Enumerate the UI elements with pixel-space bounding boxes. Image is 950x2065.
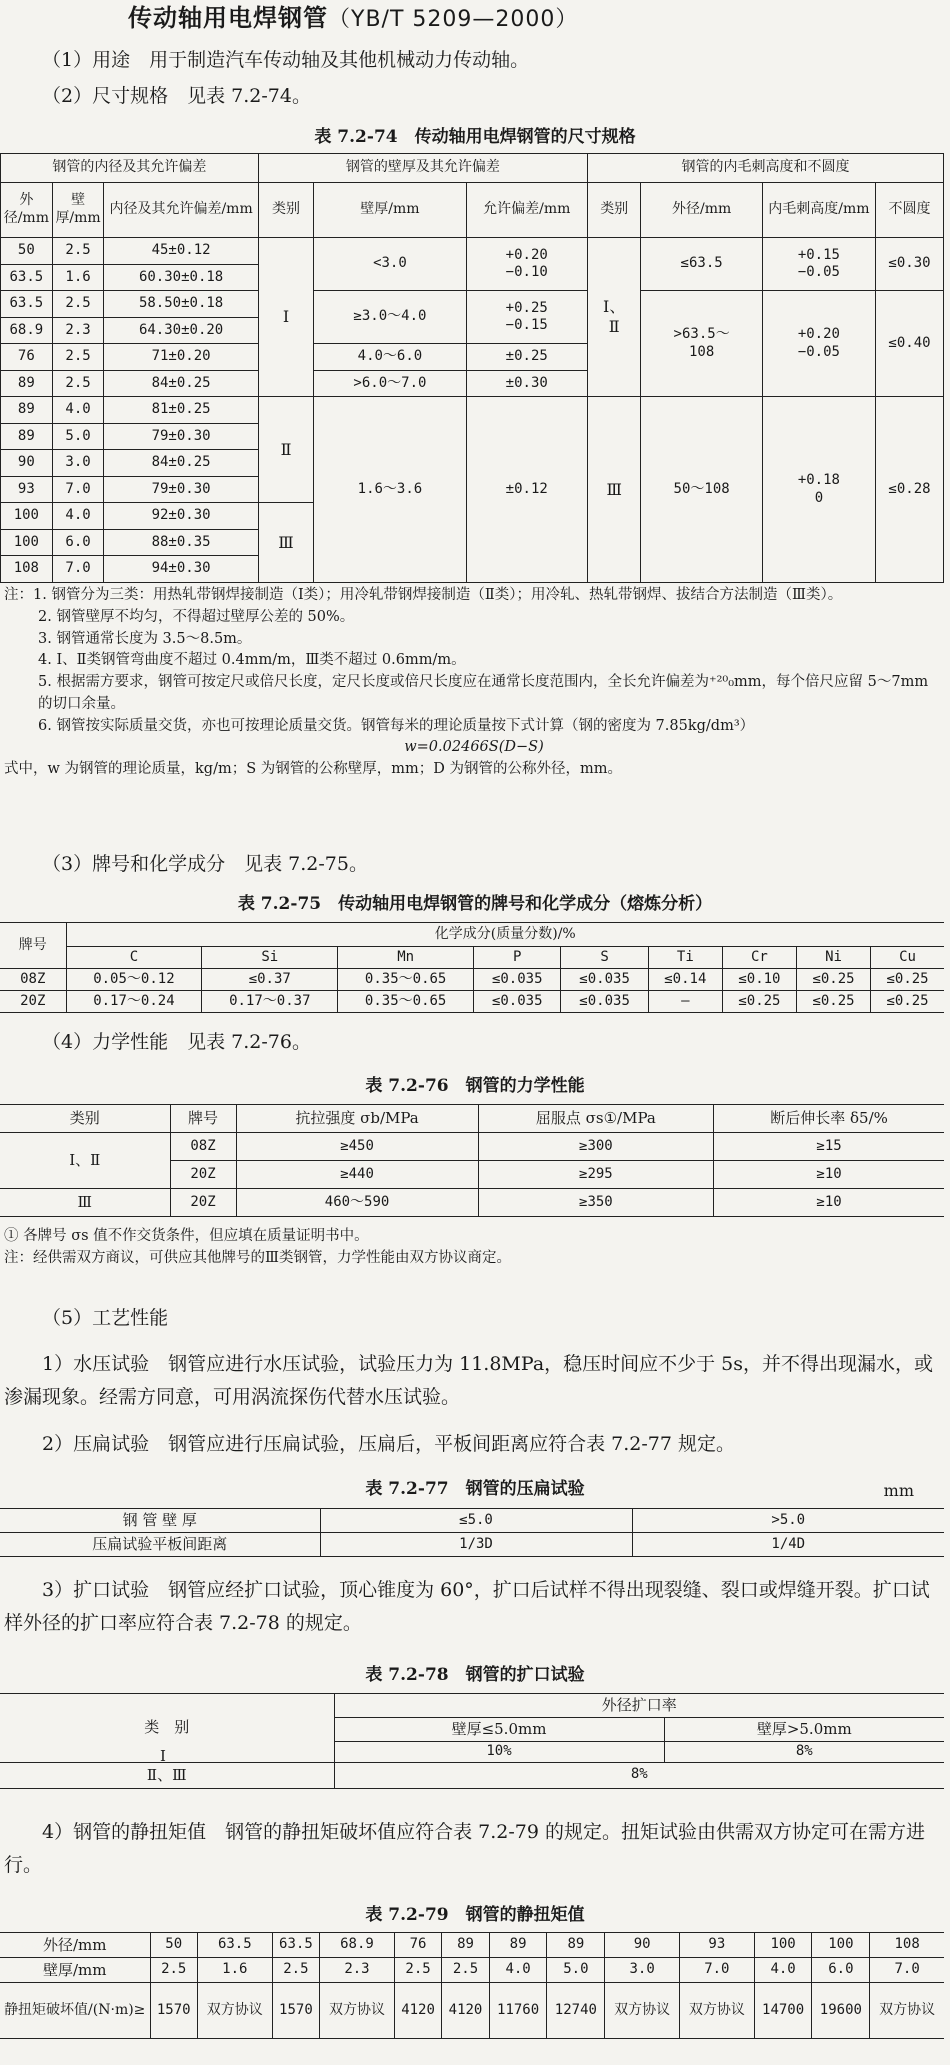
table-79-caption: 表 7.2-79 钢管的静扭矩值: [365, 1905, 585, 1925]
t79-od-6: 89: [489, 1933, 547, 1958]
t75-r1-c3: 0.35～0.65: [338, 991, 474, 1013]
note-74-4: 4. Ⅰ、Ⅱ类钢管弯曲度不超过 0.4mm/m，Ⅲ类不超过 0.6mm/m。: [38, 652, 466, 669]
t78-h-b: 壁厚>5.0mm: [664, 1718, 944, 1742]
t74-wt-10: 4.0: [52, 503, 104, 530]
t74-h-od2: 外径/mm: [641, 182, 762, 237]
t76-r2-grade: 20Z: [170, 1161, 236, 1189]
t74-od-1: 63.5: [1, 264, 53, 291]
t75-r0-c4: ≤0.035: [474, 969, 561, 991]
t79-od-2: 63.5: [272, 1933, 319, 1958]
t74-id-10: 92±0.30: [104, 503, 258, 530]
note-74-1: 注：1. 钢管分为三类：用热轧带钢焊接制造（Ⅰ类）；用冷轧带钢焊接制造（Ⅱ类）；用冷轧、热轧带钢焊、拔结合方法制造（Ⅲ类）。: [4, 587, 843, 603]
t75-r0-c0: 08Z: [0, 969, 66, 991]
t74-id-11: 88±0.35: [104, 529, 258, 556]
t74-group3: 钢管的内毛刺高度和不圆度: [587, 154, 943, 183]
t74-id-6: 81±0.25: [104, 397, 258, 424]
formula-explanation: 式中，w 为钢管的理论质量，kg/m；S 为钢管的公称壁厚，mm；D 为钢管的公称外径，mm。: [4, 761, 622, 777]
para-mechanical: （4）力学性能 见表 7.2-76。: [42, 1031, 311, 1053]
t79-od-10: 100: [754, 1933, 812, 1958]
t79-wt-10: 4.0: [754, 1958, 812, 1983]
t76-cat3: Ⅲ: [0, 1189, 170, 1217]
t78-h-cat: 类 别: [0, 1694, 334, 1763]
t74-od-2: 63.5: [1, 291, 53, 318]
t79-wt-0: 2.5: [150, 1958, 197, 1983]
t79-wt-5: 2.5: [442, 1958, 489, 1983]
t76-r3-grade: 20Z: [170, 1189, 236, 1217]
t77-dist-a: 1/3D: [320, 1533, 632, 1557]
t74-wt-8: 3.0: [52, 450, 104, 477]
table-74-notes: [4, 585, 944, 781]
t79-od-11: 100: [812, 1933, 870, 1958]
t79-wt-2: 2.5: [272, 1958, 319, 1983]
t76-h-0: 类别: [0, 1105, 170, 1133]
t76-cat12: Ⅰ、Ⅱ: [0, 1133, 170, 1189]
t79-tq-6: 11760: [489, 1983, 547, 2039]
t74-id-0: 45±0.12: [104, 238, 258, 265]
t74-id-2: 58.50±0.18: [104, 291, 258, 318]
t79-tq-2: 1570: [272, 1983, 319, 2039]
note-74-5: 5. 根据需方要求，钢管可按定尺或倍尺长度，定尺长度或倍尺长度应在通常长度范围内，全长允许偏差为⁺²⁰₀mm，每个倍尺应留 5～7mm 的切口余量。: [38, 674, 929, 712]
t75-r1-c8: ≤0.25: [796, 991, 870, 1013]
note-76-1: ① 各牌号 σs 值不作交货条件，但应填在质量证明书中。: [4, 1228, 369, 1244]
t74-wt-a: <3.0: [314, 238, 466, 291]
t79-label-wt: 壁厚/mm: [0, 1958, 150, 1983]
t74-id-12: 94±0.30: [104, 556, 258, 583]
t74-id-7: 79±0.30: [104, 423, 258, 450]
t79-tq-11: 19600: [812, 1983, 870, 2039]
t77-wt-a: ≤5.0: [320, 1509, 632, 1533]
para-flare-test: 3）扩口试验 钢管应经扩口试验，顶心锥度为 60°，扩口后试样不得出现裂缝、裂口或焊缝开裂。扩口试样外径的扩口率应符合表 7.2-78 的规定。: [4, 1579, 930, 1635]
t74-od-11: 100: [1, 529, 53, 556]
table-76-caption: 表 7.2-76 钢管的力学性能: [365, 1076, 585, 1096]
t79-label-od: 外径/mm: [0, 1933, 150, 1958]
t75-r1-c0: 20Z: [0, 991, 66, 1013]
t74-tol-e: ±0.12: [466, 397, 587, 583]
t74-tol-a: +0.20 −0.10: [466, 238, 587, 291]
t74-group2: 钢管的壁厚及其允许偏差: [258, 154, 587, 183]
t74-cat-2: Ⅱ: [258, 397, 314, 503]
t77-dist-b: 1/4D: [632, 1533, 944, 1557]
t76-h-4: 断后伸长率 δ5/%: [714, 1105, 944, 1133]
t78-v1b: 8%: [664, 1742, 944, 1763]
para-grade-composition: （3）牌号和化学成分 见表 7.2-75。: [42, 853, 368, 875]
t74-wt-4: 2.5: [52, 344, 104, 371]
t74-h-burr: 内毛刺高度/mm: [762, 182, 875, 237]
table-74-caption: 表 7.2-74 传动轴用电焊钢管的尺寸规格: [314, 127, 636, 147]
t74-id-8: 84±0.25: [104, 450, 258, 477]
t75-r0-c6: ≤0.14: [648, 969, 722, 991]
t75-h-comp: 化学成分(质量分数)/%: [66, 923, 944, 947]
t74-wt-e: 1.6～3.6: [314, 397, 466, 583]
t78-v23: 8%: [334, 1762, 944, 1788]
t74-h-wt2: 壁厚/mm: [314, 182, 466, 237]
t75-r0-c3: 0.35～0.65: [338, 969, 474, 991]
t74-wt-9: 7.0: [52, 476, 104, 503]
t74-wt-1: 1.6: [52, 264, 104, 291]
t75-elem-Ti: Ti: [648, 947, 722, 969]
t74-h-cat: 类别: [258, 182, 314, 237]
t79-wt-12: 7.0: [870, 1958, 944, 1983]
t74-id-1: 60.30±0.18: [104, 264, 258, 291]
t75-elem-C: C: [66, 947, 202, 969]
t78-cat23: Ⅱ、Ⅲ: [0, 1762, 334, 1788]
table-76-notes: [4, 1226, 944, 1270]
t74-id-5: 84±0.25: [104, 370, 258, 397]
mass-formula: w=0.02466S(D−S): [404, 739, 544, 756]
t74-id-4: 71±0.20: [104, 344, 258, 371]
t79-od-0: 50: [150, 1933, 197, 1958]
table-75-caption: 表 7.2-75 传动轴用电焊钢管的牌号和化学成分（熔炼分析）: [237, 894, 713, 914]
t76-r2-tensile: ≥440: [236, 1161, 478, 1189]
t79-tq-0: 1570: [150, 1983, 197, 2039]
t74-h-wt: 壁厚/mm: [52, 182, 104, 237]
t79-od-12: 108: [870, 1933, 944, 1958]
note-74-3: 3. 钢管通常长度为 3.5～8.5m。: [38, 630, 252, 647]
table-77: [0, 1508, 944, 1557]
t79-tq-12: 双方协议: [870, 1983, 944, 2039]
t76-r1-elong: ≥15: [714, 1133, 944, 1161]
t75-r1-c7: ≤0.25: [722, 991, 796, 1013]
table-76: [0, 1104, 944, 1217]
t74-wt-2: 2.5: [52, 291, 104, 318]
t74-wt-12: 7.0: [52, 556, 104, 583]
t79-od-8: 90: [605, 1933, 680, 1958]
note-76-2: 注：经供需双方商议，可供应其他牌号的Ⅲ类钢管，力学性能由双方协议商定。: [4, 1249, 511, 1266]
t74-wt-0: 2.5: [52, 238, 104, 265]
t74-rcat-12: Ⅰ、 Ⅱ: [587, 238, 640, 397]
t79-wt-6: 4.0: [489, 1958, 547, 1983]
para-torque: 4）钢管的静扭矩值 钢管的静扭矩破坏值应符合表 7.2-79 的规定。扭矩试验由供需双方协定可在需方进行。: [4, 1821, 925, 1877]
t76-h-3: 屈服点 σs①/MPa: [478, 1105, 714, 1133]
t75-r0-c5: ≤0.035: [561, 969, 648, 991]
t79-tq-5: 4120: [442, 1983, 489, 2039]
t76-r3-yield: ≥350: [478, 1189, 714, 1217]
t76-r3-elong: ≥10: [714, 1189, 944, 1217]
t74-h-tol: 允许偏差/mm: [466, 182, 587, 237]
t79-tq-4: 4120: [394, 1983, 441, 2039]
t74-burr-a: +0.15 −0.05: [762, 238, 875, 291]
t74-od-8: 90: [1, 450, 53, 477]
t74-tol-c: ±0.25: [466, 344, 587, 371]
t74-wt-11: 6.0: [52, 529, 104, 556]
t74-wt-5: 2.5: [52, 370, 104, 397]
table-77-unit: mm: [883, 1481, 914, 1500]
t79-wt-11: 6.0: [812, 1958, 870, 1983]
title-text: 传动轴用电焊钢管: [128, 3, 328, 32]
t78-h-a: 壁厚≤5.0mm: [334, 1718, 664, 1742]
t74-od-4: 76: [1, 344, 53, 371]
t74-id-9: 79±0.30: [104, 476, 258, 503]
t79-wt-3: 2.3: [320, 1958, 395, 1983]
note-74-2: 2. 钢管壁厚不均匀，不得超过壁厚公差的 50%。: [38, 608, 355, 625]
t74-od-3: 68.9: [1, 317, 53, 344]
para-hydro-test: 1）水压试验 钢管应进行水压试验，试验压力为 11.8MPa，稳压时间应不少于 5s，并不得出现漏水，或渗漏现象。经需方同意，可用涡流探伤代替水压试验。: [4, 1353, 934, 1409]
t74-tol-d: ±0.30: [466, 370, 587, 397]
t74-od-7: 89: [1, 423, 53, 450]
t74-h-round: 不圆度: [876, 182, 944, 237]
t74-rcat-3: Ⅲ: [587, 397, 640, 583]
t75-r0-c8: ≤0.25: [796, 969, 870, 991]
t75-elem-Cr: Cr: [722, 947, 796, 969]
t78-h-rate: 外径扩口率: [334, 1694, 944, 1718]
t74-round-b: ≤0.40: [876, 291, 944, 397]
t74-od-c: 50～108: [641, 397, 762, 583]
t75-r1-c4: ≤0.035: [474, 991, 561, 1013]
t74-od-9: 93: [1, 476, 53, 503]
t76-r2-elong: ≥10: [714, 1161, 944, 1189]
t74-h-cat2: 类别: [587, 182, 640, 237]
t74-burr-c: +0.18 0: [762, 397, 875, 583]
t76-r1-grade: 08Z: [170, 1133, 236, 1161]
t77-label-dist: 压扁试验平板间距离: [0, 1533, 320, 1557]
t75-elem-S: S: [561, 947, 648, 969]
t77-label-wt: 钢 管 壁 厚: [0, 1509, 320, 1533]
t74-od-5: 89: [1, 370, 53, 397]
t74-h-od: 外径/mm: [1, 182, 53, 237]
t74-wt-c: 4.0～6.0: [314, 344, 466, 371]
para-flatten-test: 2）压扁试验 钢管应进行压扁试验，压扁后，平板间距离应符合表 7.2-77 规定。: [42, 1433, 735, 1455]
t75-r1-c5: ≤0.035: [561, 991, 648, 1013]
t74-round-c: ≤0.28: [876, 397, 944, 583]
t75-elem-Cu: Cu: [871, 947, 944, 969]
t74-od-a: ≤63.5: [641, 238, 762, 291]
t74-h-id: 内径及其允许偏差/mm: [104, 182, 258, 237]
t75-elem-Ni: Ni: [796, 947, 870, 969]
t79-wt-4: 2.5: [394, 1958, 441, 1983]
page-title: [128, 2, 578, 35]
t76-r1-yield: ≥300: [478, 1133, 714, 1161]
t79-wt-1: 1.6: [197, 1958, 272, 1983]
t74-tol-b: +0.25 −0.15: [466, 291, 587, 344]
t74-od-12: 108: [1, 556, 53, 583]
t74-cat-1: Ⅰ: [258, 238, 314, 397]
t79-tq-8: 双方协议: [605, 1983, 680, 2039]
t76-h-1: 牌号: [170, 1105, 236, 1133]
t75-elem-Mn: Mn: [338, 947, 474, 969]
t79-tq-7: 12740: [547, 1983, 605, 2039]
t79-od-9: 93: [679, 1933, 754, 1958]
t74-od-6: 89: [1, 397, 53, 424]
para-usage: （1）用途 用于制造汽车传动轴及其他机械动力传动轴。: [42, 49, 530, 71]
para-size-spec: （2）尺寸规格 见表 7.2-74。: [42, 85, 311, 107]
t75-r1-c1: 0.17～0.24: [66, 991, 202, 1013]
para-process: （5）工艺性能: [42, 1307, 169, 1329]
t75-r1-c9: ≤0.25: [871, 991, 944, 1013]
t76-r1-tensile: ≥450: [236, 1133, 478, 1161]
t75-r0-c9: ≤0.25: [871, 969, 944, 991]
t79-tq-3: 双方协议: [320, 1983, 395, 2039]
t74-wt-b: ≥3.0～4.0: [314, 291, 466, 344]
table-78: [0, 1693, 944, 1789]
t74-od-b: >63.5～ 108: [641, 291, 762, 397]
standard-number: （YB/T 5209—2000）: [328, 7, 579, 32]
t79-wt-9: 7.0: [679, 1958, 754, 1983]
t79-od-1: 63.5: [197, 1933, 272, 1958]
t78-v1a: 10%: [334, 1742, 664, 1763]
t79-tq-1: 双方协议: [197, 1983, 272, 2039]
t74-wt-6: 4.0: [52, 397, 104, 424]
t75-r0-c2: ≤0.37: [202, 969, 338, 991]
t79-tq-9: 双方协议: [679, 1983, 754, 2039]
t74-cat-3: Ⅲ: [258, 503, 314, 583]
note-74-6: 6. 钢管按实际质量交货，亦也可按理论质量交货。钢管每米的理论质量按下式计算（钢的密度为 7.85kg/dm³）: [38, 717, 755, 734]
t79-od-3: 68.9: [320, 1933, 395, 1958]
t79-od-7: 89: [547, 1933, 605, 1958]
t79-od-5: 89: [442, 1933, 489, 1958]
t76-h-2: 抗拉强度 σb/MPa: [236, 1105, 478, 1133]
t74-group1: 钢管的内径及其允许偏差: [1, 154, 259, 183]
t74-id-3: 64.30±0.20: [104, 317, 258, 344]
t75-r0-c7: ≤0.10: [722, 969, 796, 991]
t75-r1-c6: —: [648, 991, 722, 1013]
t74-wt-7: 5.0: [52, 423, 104, 450]
t76-r2-yield: ≥295: [478, 1161, 714, 1189]
t75-elem-Si: Si: [202, 947, 338, 969]
t75-r0-c1: 0.05～0.12: [66, 969, 202, 991]
table-75: [0, 922, 944, 1013]
t75-elem-P: P: [474, 947, 561, 969]
t79-tq-10: 14700: [754, 1983, 812, 2039]
t74-od-10: 100: [1, 503, 53, 530]
t75-r1-c2: 0.17～0.37: [202, 991, 338, 1013]
t79-od-4: 76: [394, 1933, 441, 1958]
t78-cat1: Ⅰ: [160, 1747, 166, 1765]
table-79: [0, 1932, 944, 2039]
table-77-caption: 表 7.2-77 钢管的压扁试验: [365, 1479, 585, 1499]
t79-wt-8: 3.0: [605, 1958, 680, 1983]
table-78-caption: 表 7.2-78 钢管的扩口试验: [365, 1665, 585, 1685]
t79-label-tq: 静扭矩破坏值/(N·m)≥: [0, 1983, 150, 2039]
t77-wt-b: >5.0: [632, 1509, 944, 1533]
t74-wt-3: 2.3: [52, 317, 104, 344]
t74-od-0: 50: [1, 238, 53, 265]
t74-wt-d: >6.0～7.0: [314, 370, 466, 397]
t76-r3-tensile: 460～590: [236, 1189, 478, 1217]
t74-burr-b: +0.20 −0.05: [762, 291, 875, 397]
t79-wt-7: 5.0: [547, 1958, 605, 1983]
t74-round-a: ≤0.30: [876, 238, 944, 291]
t75-h-grade: 牌号: [0, 923, 66, 969]
table-74: [0, 153, 944, 583]
